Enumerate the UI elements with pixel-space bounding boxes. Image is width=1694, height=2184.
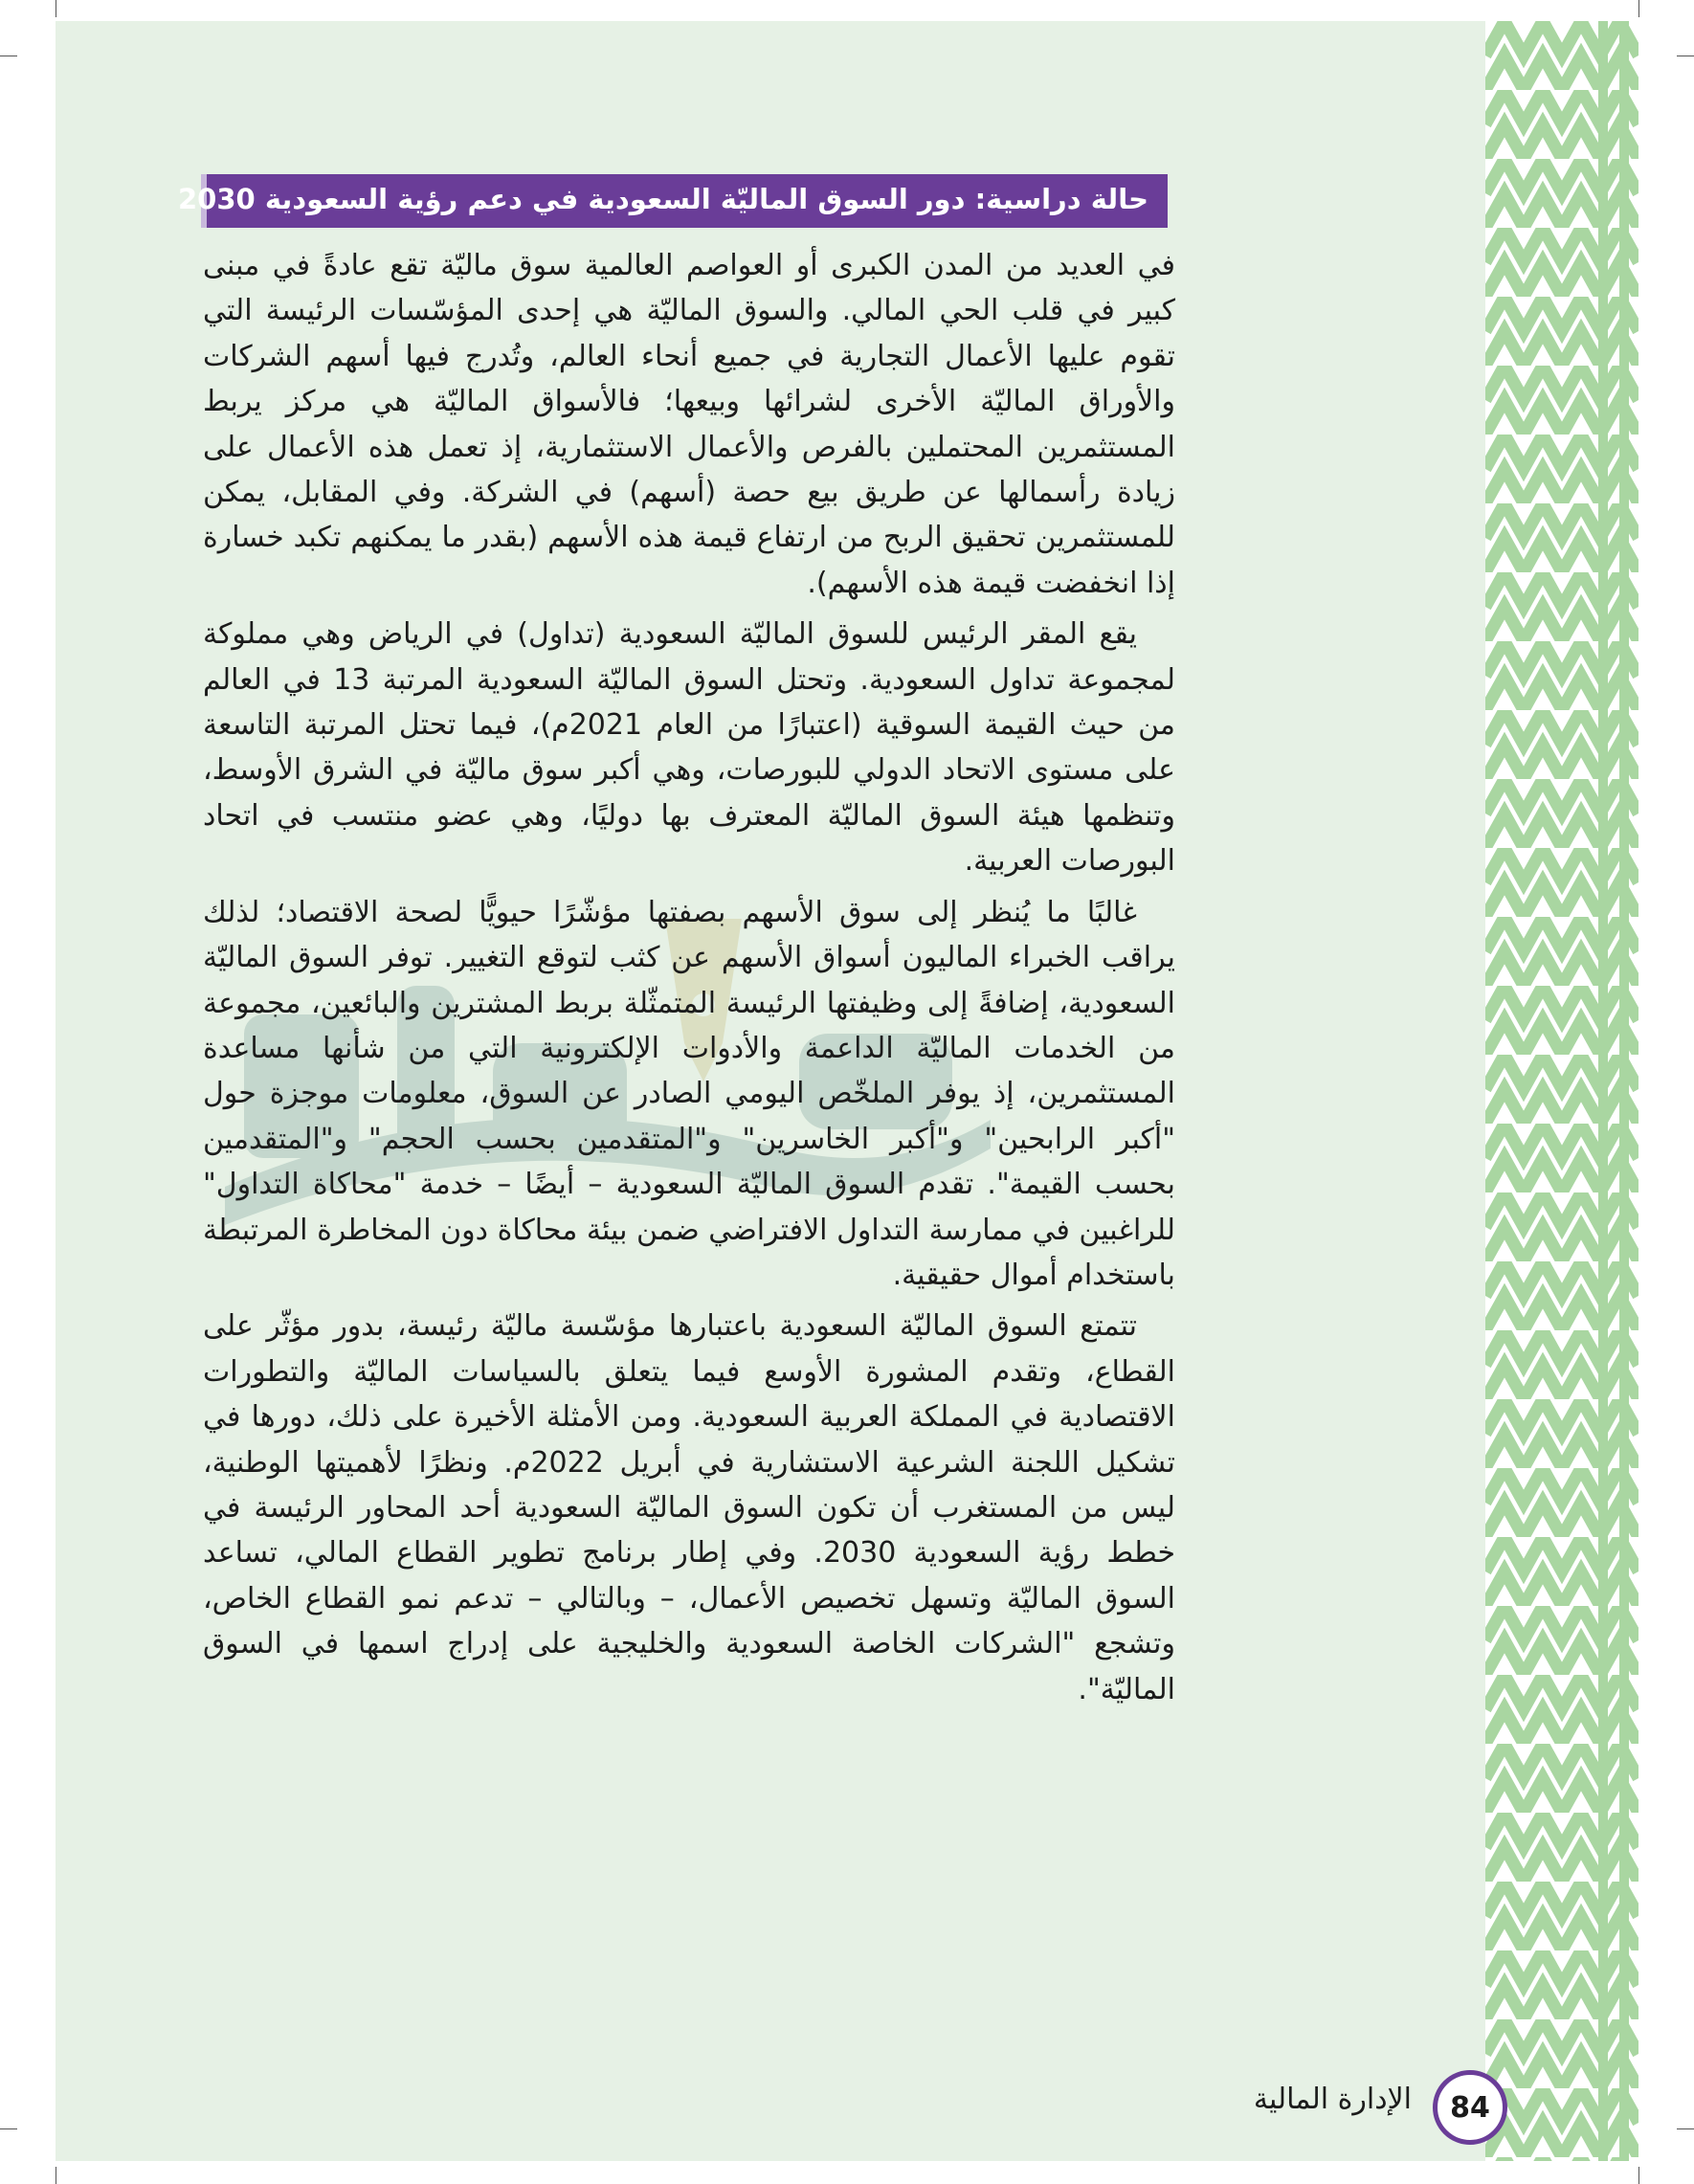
page-number: 84 bbox=[1450, 2090, 1490, 2125]
case-study-heading-band bbox=[178, 174, 1168, 228]
crop-mark bbox=[1638, 0, 1639, 17]
paragraph: يقع المقر الرئيس للسوق الماليّة السعودية (تداول) في الرياض وهي مملوكة لمجموعة تداول السعودية. وتحتل السوق الماليّة السعودية المرتبة 13 في العالم من حيث القيمة السوقية (اعتبارًا من العام 2021م)، فيما تحتل المرتبة التاسعة على مستوى الاتحاد الدولي للبورصات، وهي أكبر سوق ماليّة في الشرق الأوسط، وتنظمها هيئة السوق الماليّة المعترف بها دوليًا، وهي عضو منتسب في اتحاد البورصات العربية. bbox=[203, 617, 1175, 879]
page-number-badge bbox=[1433, 2070, 1507, 2145]
case-study-heading: حالة دراسية: دور السوق الماليّة السعودية في دعم رؤية السعودية 2030 bbox=[178, 183, 1148, 215]
article-body bbox=[203, 243, 1175, 1718]
paragraph: غالبًا ما يُنظر إلى سوق الأسهم بصفتها مؤشّرًا حيويًّا لصحة الاقتصاد؛ لذلك يراقب الخبراء الماليون أسواق الأسهم عن كثب لتوقع التغيير. توفر السوق الماليّة السعودية، إضافةً إلى وظيفتها الرئيسة المتمثّلة بربط المشترين والبائعين، مجموعة من الخدمات الماليّة الداعمة والأدوات الإلكترونية التي من شأنها مساعدة المستثمرين، إذ يوفر الملخّص اليومي الصادر عن السوق، معلومات موجزة حول "أكبر الرابحين" و"أكبر الخاسرين" و"المتقدمين بحسب الحجم" و"المتقدمين بحسب القيمة". تقدم السوق الماليّة السعودية – أيضًا – خدمة "محاكاة التداول" للراغبين في ممارسة التداول الافتراضي ضمن بيئة محاكاة دون المخاطرة المرتبطة باستخدام أموال حقيقية. bbox=[203, 895, 1175, 1292]
footer-book-title: الإدارة المالية bbox=[1253, 2083, 1412, 2116]
paragraph: تتمتع السوق الماليّة السعودية باعتبارها مؤسّسة ماليّة رئيسة، بدور مؤثّر على القطاع، وتقدم المشورة الأوسع فيما يتعلق بالسياسات الماليّة والتطورات الاقتصادية في المملكة العربية السعودية. ومن الأمثلة الأخيرة على ذلك، دورها في تشكيل اللجنة الشرعية الاستشارية في أبريل 2022م. ونظرًا لأهميتها الوطنية، ليس من المستغرب أن تكون السوق الماليّة السعودية أحد المحاور الرئيسة في خطط رؤية السعودية 2030. وفي إطار برنامج تطوير القطاع المالي، تساعد السوق الماليّة وتسهل تخصيص الأعمال، – وبالتالي – تدعم نمو القطاع الخاص، وتشجع "الشركات الخاصة السعودية والخليجية على إدراج اسمها في السوق الماليّة". bbox=[203, 1309, 1175, 1706]
crop-mark bbox=[1638, 2167, 1639, 2184]
decorative-side-border bbox=[1485, 21, 1638, 2161]
crop-mark bbox=[1677, 2128, 1694, 2129]
paragraph: في العديد من المدن الكبرى أو العواصم العالمية سوق ماليّة تقع عادةً في مبنى كبير في قلب الحي المالي. والسوق الماليّة هي إحدى المؤسّسات الرئيسة التي تقوم عليها الأعمال التجارية في جميع أنحاء العالم، وتُدرج فيها أسهم الشركات والأوراق الماليّة الأخرى لشرائها وبيعها؛ فالأسواق الماليّة هي مركز يربط المستثمرين المحتملين بالفرص والأعمال الاستثمارية، إذ تعمل هذه الأعمال على زيادة رأسمالها عن طريق بيع حصة (أسهم) في الشركة. وفي المقابل، يمكن للمستثمرين تحقيق الربح من ارتفاع قيمة هذه الأسهم (بقدر ما يمكنهم تكبد خسارة إذا انخفضت قيمة هذه الأسهم). bbox=[203, 249, 1175, 600]
crop-mark bbox=[0, 2128, 17, 2129]
